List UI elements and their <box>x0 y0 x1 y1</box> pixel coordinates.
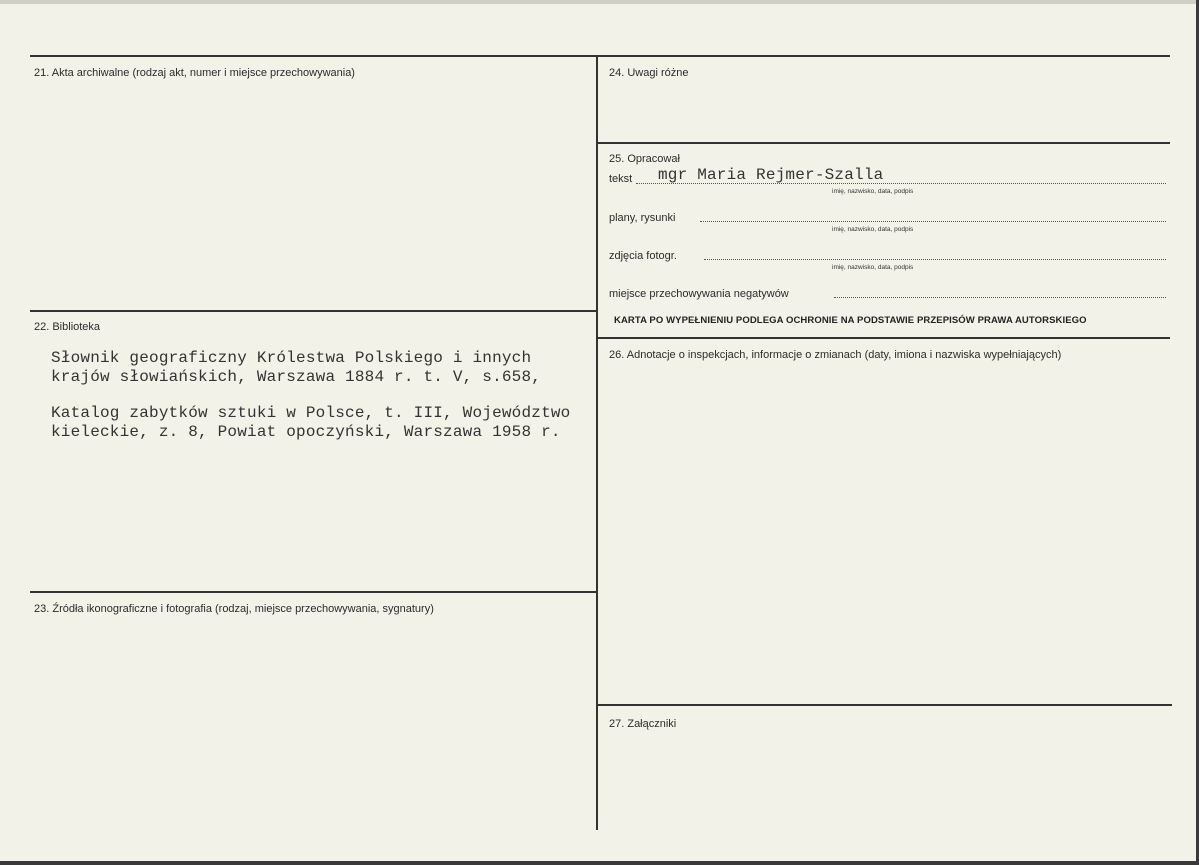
section-26-label: 26. Adnotacje o inspekcjach, informacje o zmianach (daty, imiona i nazwiska wypełniających) <box>609 349 1062 361</box>
section-27-label: 27. Załączniki <box>609 718 677 730</box>
rule-24-25 <box>597 142 1170 144</box>
library-entry-1-line-2: krajów słowiańskich, Warszawa 1884 r. t. V, s.658, <box>51 368 542 386</box>
tekst-value: mgr Maria Rejmer-Szalla <box>658 166 884 184</box>
scan-edge-top <box>0 0 1199 4</box>
tekst-label: tekst <box>609 173 633 185</box>
section-22-label: 22. Biblioteka <box>34 321 101 333</box>
section-21-label: 21. Akta archiwalne (rodzaj akt, numer i miejsce przechowywania) <box>34 67 355 79</box>
scan-edge-bottom <box>0 861 1199 865</box>
section-23-label: 23. Źródła ikonograficzne i fotografia (rodzaj, miejsce przechowywania, sygnatury) <box>34 603 434 615</box>
rule-top <box>30 55 1170 57</box>
plany-label: plany, rysunki <box>609 212 676 224</box>
zdjecia-dotted-line <box>704 259 1166 260</box>
rule-25-26 <box>597 337 1170 339</box>
rule-26-27 <box>597 704 1172 706</box>
library-entry-2-line-2: kieleckie, z. 8, Powiat opoczyński, Warszawa 1958 r. <box>51 423 561 441</box>
zdjecia-label: zdjęcia fotogr. <box>609 250 677 262</box>
plany-hint: imię, nazwisko, data, podpis <box>832 226 914 233</box>
library-entry-2-line-1: Katalog zabytków sztuki w Polsce, t. III, Województwo <box>51 404 571 422</box>
rule-22-23 <box>30 591 598 593</box>
plany-dotted-line <box>700 221 1166 222</box>
section-24-label: 24. Uwagi różne <box>609 67 689 79</box>
zdjecia-hint: imię, nazwisko, data, podpis <box>832 264 914 271</box>
rule-center <box>596 55 598 830</box>
copyright-notice: KARTA PO WYPEŁNIENIU PODLEGA OCHRONIE NA PODSTAWIE PRZEPISÓW PRAWA AUTORSKIEGO <box>614 315 1087 326</box>
section-25-label: 25. Opracował <box>609 153 680 165</box>
library-entry-1-line-1: Słownik geograficzny Królestwa Polskiego i innych <box>51 349 532 367</box>
negatywy-label: miejsce przechowywania negatywów <box>609 288 789 300</box>
rule-21-22 <box>30 310 598 312</box>
tekst-hint: imię, nazwisko, data, podpis <box>832 188 914 195</box>
negatywy-dotted-line <box>834 297 1166 298</box>
